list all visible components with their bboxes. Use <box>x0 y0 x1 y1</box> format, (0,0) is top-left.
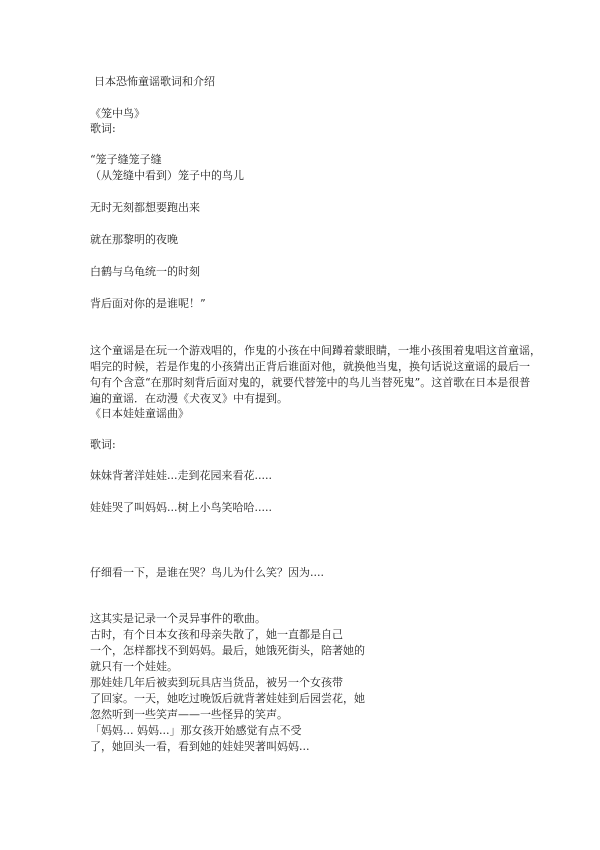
story-line: 了回家。一天，她吃过晚饭后就背著娃娃到后园尝花，她 <box>90 692 365 705</box>
song-title-doll: 《日本娃娃童谣曲》 <box>90 407 189 420</box>
story-line: 一个，怎样都找不到妈妈。最后，她饿死街头，陪著她的 <box>90 644 365 657</box>
intro-paragraph-line: 句有个含意“在那时刻背后面对鬼的，就要代替笼中的鸟儿当替死鬼”。这首歌在日本是很普 <box>90 376 531 389</box>
lyric-line: 无时无刻都想要跑出来 <box>90 201 200 214</box>
lyric-line: 妹妹背著洋娃娃...走到花园来看花..... <box>90 469 272 482</box>
lyric-line: 就在那黎明的夜晚 <box>90 233 178 246</box>
story-line: 就只有一个娃娃。 <box>90 660 178 673</box>
story-line: 了，她回头一看，看到她的娃娃哭著叫妈妈... <box>90 740 310 753</box>
story-line: 这其实是记录一个灵异事件的歌曲。 <box>90 612 266 625</box>
lyric-line: 背后面对你的是谁呢！” <box>90 297 206 310</box>
story-line: 那娃娃几年后被卖到玩具店当货品，被另一个女孩带 <box>90 676 343 689</box>
lyric-line: 娃娃哭了叫妈妈...树上小鸟笑哈哈..... <box>90 501 272 514</box>
intro-paragraph-line: 这个童谣是在玩一个游戏唱的，作鬼的小孩在中间蹲着蒙眼睛，一堆小孩围着鬼唱这首童谣， <box>90 344 541 357</box>
story-line: 古时，有个日本女孩和母亲失散了，她一直都是自己 <box>90 628 343 641</box>
song-title-cage-bird: 《笼中鸟》 <box>90 107 145 120</box>
lyrics-label: 歌词: <box>90 122 116 135</box>
lyric-line: （从笼缝中看到）笼子中的鸟儿 <box>90 169 244 182</box>
lyrics-label: 歌词: <box>90 438 116 451</box>
story-line: 「妈妈... 妈妈...」那女孩开始感觉有点不受 <box>90 724 302 737</box>
document-title: 日本恐怖童谣歌词和介绍 <box>94 75 215 88</box>
question-line: 仔细看一下，是谁在哭？鸟儿为什么笑？因为.... <box>90 566 324 579</box>
lyric-line: 白鹤与乌龟统一的时刻 <box>90 265 200 278</box>
story-line: 忽然听到一些笑声——一些怪异的笑声。 <box>90 708 288 721</box>
intro-paragraph-line: 唱完的时候，若是作鬼的小孩猜出正背后谁面对他，就换他当鬼，换句话说这童谣的最后一 <box>90 360 530 373</box>
lyric-line: “笼子缝笼子缝 <box>90 153 162 166</box>
intro-paragraph-line: 遍的童谣．在动漫《犬夜叉》中有提到。 <box>90 392 288 405</box>
